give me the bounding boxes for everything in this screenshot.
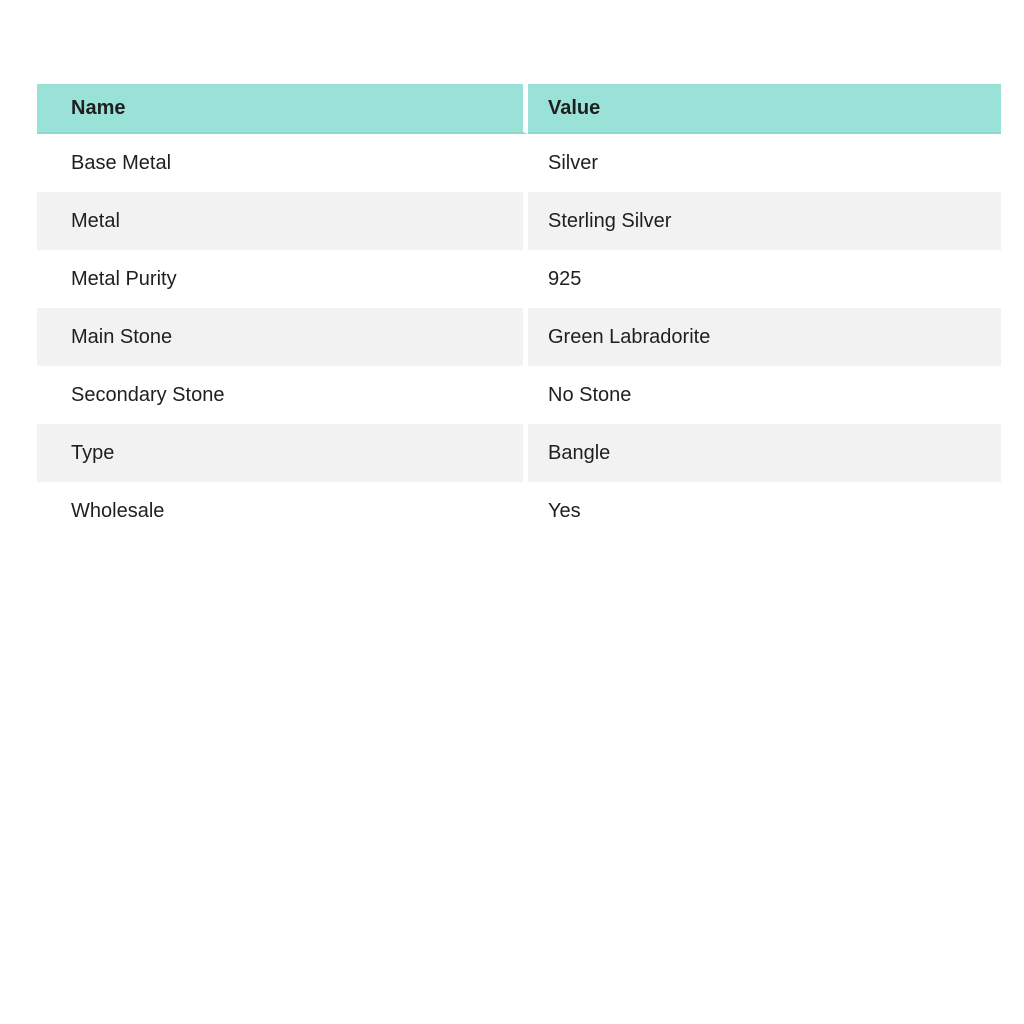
attribute-value-cell: Yes	[528, 482, 1001, 540]
table-row	[37, 366, 1001, 424]
column-header-name: Name	[37, 84, 528, 134]
table-row	[37, 308, 1001, 366]
attribute-name-cell: Metal	[37, 192, 528, 250]
attribute-name-cell: Main Stone	[37, 308, 528, 366]
table-row	[37, 424, 1001, 482]
attribute-value-cell: 925	[528, 250, 1001, 308]
attributes-table	[37, 84, 1001, 540]
attribute-value-cell: Bangle	[528, 424, 1001, 482]
attribute-value-cell: Silver	[528, 134, 1001, 192]
attribute-name-cell: Secondary Stone	[37, 366, 528, 424]
table-row	[37, 250, 1001, 308]
attribute-name-cell: Metal Purity	[37, 250, 528, 308]
table-body	[37, 134, 1001, 540]
attribute-value-cell: No Stone	[528, 366, 1001, 424]
column-header-value: Value	[528, 84, 1001, 134]
table-row	[37, 482, 1001, 540]
attribute-value-cell: Green Labradorite	[528, 308, 1001, 366]
attribute-name-cell: Base Metal	[37, 134, 528, 192]
attribute-name-cell: Wholesale	[37, 482, 528, 540]
header-row	[37, 84, 1001, 134]
table-row	[37, 134, 1001, 192]
table-header	[37, 84, 1001, 134]
table-row	[37, 192, 1001, 250]
attribute-value-cell: Sterling Silver	[528, 192, 1001, 250]
attribute-name-cell: Type	[37, 424, 528, 482]
